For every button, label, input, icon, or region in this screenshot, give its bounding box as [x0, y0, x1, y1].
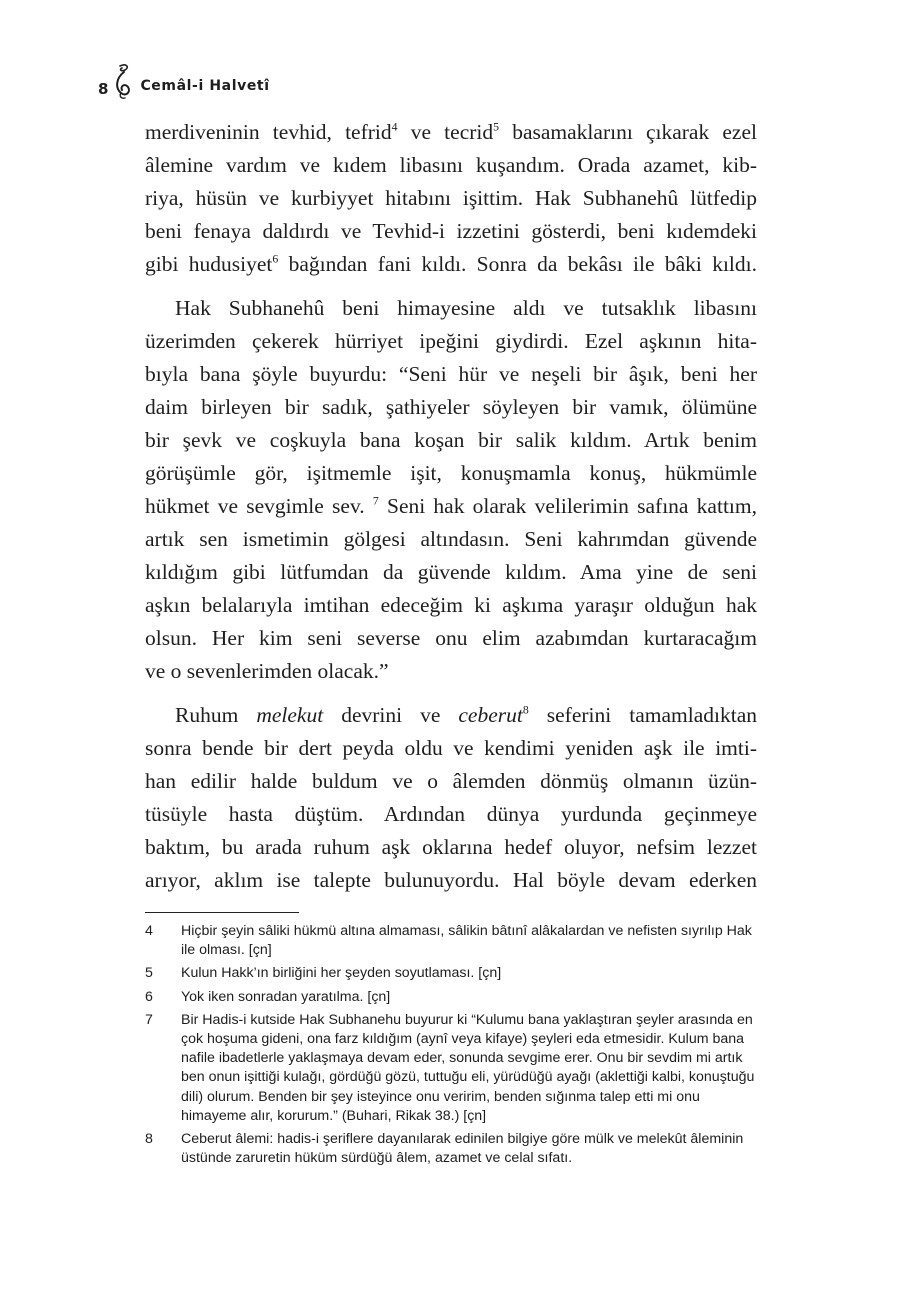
text-line: gibi hudusiyet$^6$ bağından fani kıldı. Sonra da bekâsı ile bâki kıldı.: [145, 251, 757, 276]
text-line: beni fenaya daldırdı ve Tevhid-i izzetini gösterdi, beni kıdemdeki: [145, 219, 757, 243]
footnote-divider: [145, 912, 299, 913]
footnote-number: 8: [145, 1131, 153, 1148]
footnote-item: [145, 964, 757, 983]
text-line: hükmet ve sevgimle sev. $^7$ Seni hak olarak velilerimin safına kattım,: [145, 493, 757, 518]
footnote-number: 5: [145, 965, 153, 982]
footnote-item: [145, 1130, 757, 1168]
calligraphic-swirl-icon: [112, 62, 134, 102]
text-line: artık sen ismetimin gölgesi altındasın. Seni kahrımdan güvende: [145, 527, 757, 551]
text-line: baktım, bu arada ruhum aşk oklarına hedef oluyor, nefsim lezzet: [145, 835, 757, 859]
footnote-item: [145, 1011, 757, 1126]
paragraph: [145, 292, 757, 688]
page-number: 8: [98, 80, 109, 98]
footnotes: [145, 922, 757, 1172]
footnote-ref: 5: [493, 119, 500, 134]
footnote-text: Kulun Hakk’ın birliğini her şeyden soyutlaması. [çn]: [181, 965, 502, 982]
text-line: Hak Subhanehû beni himayesine aldı ve tutsaklık libasını: [175, 296, 757, 320]
footnote-number: 6: [145, 988, 153, 1005]
footnote-ref: 8: [522, 702, 529, 717]
footnote-text: Ceberut âlemi: hadis-i şeriflere dayanılarak edinilen bilgiye göre mülk ve melekût âleminin üstünde zaruretin hüküm sürdüğü âlem, azamet ve celal sıfatı.: [181, 1131, 744, 1167]
text-line: ve o sevenlerimden olacak.”: [145, 659, 389, 683]
page-header: [98, 62, 270, 102]
paragraph: [145, 699, 757, 897]
footnote-number: 4: [145, 923, 153, 939]
text-line: kıldığım gibi lütfumdan da güvende kıldım. Ama yine de seni: [145, 560, 757, 584]
footnote-text: Hiçbir şeyin sâliki hükmü altına almaması, sâlikin bâtınî alâkalardan ve nefisten sıyrılıp Hak ile olması. [çn]: [181, 923, 752, 959]
footnote-ref: 7: [372, 493, 379, 508]
text-line: aşkın belalarıyla imtihan edeceğim ki aşkıma yaraşır olduğun hak: [145, 593, 757, 617]
text-line: riya, hüsün ve kurbiyyet hitabını işittim. Hak Subhanehû lütfedip: [145, 186, 757, 210]
text-line: daim birleyen bir sadık, şathiyeler söyleyen bir vamık, ölümüne: [145, 395, 757, 419]
footnote-ref: 4: [391, 119, 398, 134]
italic-term: melekut: [256, 703, 324, 727]
footnote-number: 7: [145, 1011, 153, 1028]
text-line: merdiveninin tevhid, tefrid$^4$ ve tecrid$^5$ basamaklarını çıkarak ezel: [145, 119, 757, 144]
italic-term: ceberut: [458, 703, 523, 727]
text-line: âlemine vardım ve kıdem libasını kuşandım. Orada azamet, kib-: [145, 153, 757, 177]
text-line: üzerimden çekerek hürriyet ipeğini giydirdi. Ezel aşkının hita-: [145, 329, 757, 353]
text-line: arıyor, aklım ise talepte bulunuyordu. Hal böyle devam ederken: [145, 868, 757, 892]
text-line: han edilir halde buldum ve o âlemden dönmüş olmanın üzün-: [145, 769, 757, 793]
text-line: Ruhum melekut devrini ve ceberut$^8$ seferini tamamladıktan: [175, 702, 757, 727]
text-line: tüsüyle hasta düştüm. Ardından dünya yurdunda geçinmeye: [145, 802, 757, 826]
body-text: [145, 116, 757, 908]
text-line: bir şevk ve coşkuyla bana koşan bir salik kıldım. Artık benim: [145, 428, 757, 452]
footnote-ref: 6: [272, 251, 279, 266]
text-line: bıyla bana şöyle buyurdu: “Seni hür ve neşeli bir âşık, beni her: [145, 362, 757, 386]
paragraph: [145, 116, 757, 281]
text-line: görüşümle gör, işitmemle işit, konuşmamla konuş, hükmümle: [145, 461, 757, 485]
footnote-item: [145, 988, 757, 1007]
running-title: Cemâl-i Halvetî: [140, 78, 270, 94]
footnote-item: [145, 922, 757, 960]
text-line: sonra bende bir dert peyda oldu ve kendimi yeniden aşk ile imti-: [145, 736, 757, 760]
text-line: olsun. Her kim seni severse onu elim azabımdan kurtaracağım: [145, 626, 757, 650]
footnote-text: Yok iken sonradan yaratılma. [çn]: [181, 988, 391, 1005]
footnote-text: Bir Hadis-i kutside Hak Subhanehu buyurur ki “Kulumu bana yaklaştıran şeyler arasında en çok hoşuma gideni, ona farz kıldığım (aynî veya kifaye) şeyleri eda etmesidir. Kulum bana nafile ibadetlerle yaklaşmaya devam eder, sonunda sevgime erer. Onu bir sevdim mi artık ben onun işittiği kulağı, gördüğü gözü, tuttuğu eli, yürüdüğü ayağı (aklettiği kalbi, konuştuğu dili) olurum. Benden bir şey isteyince onu veririm, benden sığınma talep etti mi onu himayeme alır, korurum.” (Buhari, Rikak 38.) [çn]: [181, 1011, 755, 1124]
